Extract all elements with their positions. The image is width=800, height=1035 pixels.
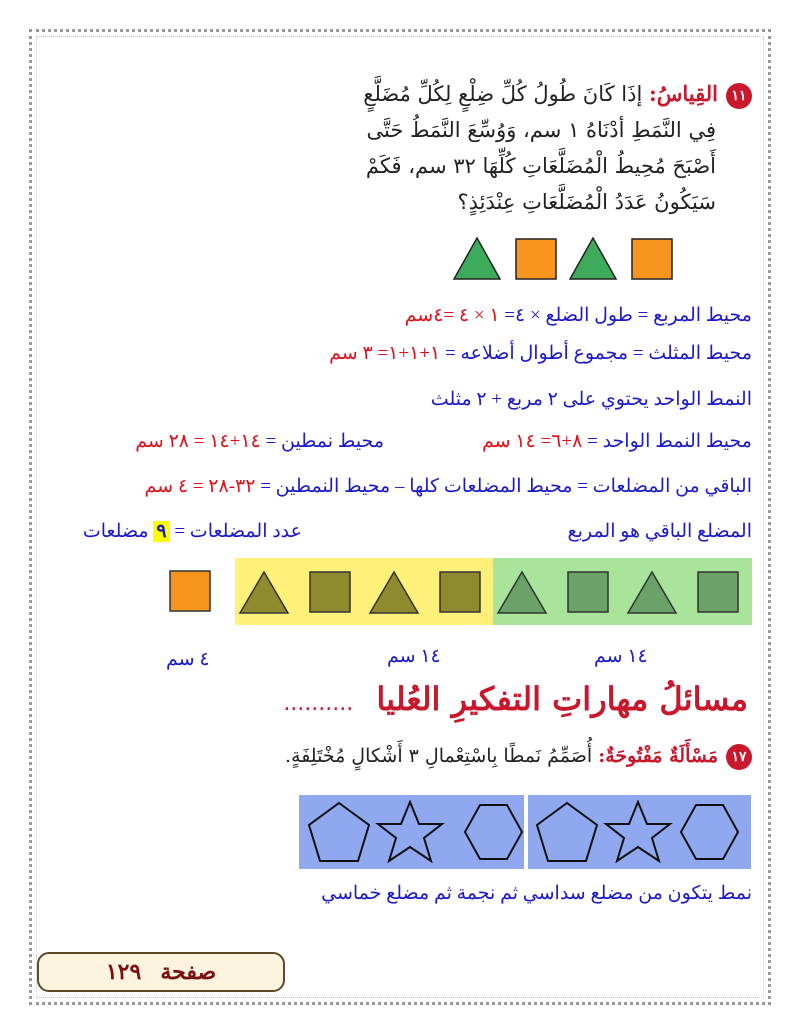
measure-label-middle: ١٤ سم [387, 646, 441, 667]
orange-square-icon [632, 239, 672, 279]
polygon-count-value: ٩ [153, 521, 169, 542]
question-text: أُصَمِّمُ نَمطًا بِاسْتِعْمالِ ٣ أَشْكالٍ مُخْتَلِفَةٍ. [284, 745, 593, 767]
question-11 [363, 76, 752, 220]
olive-triangle-icon [240, 572, 288, 613]
open-question-answer: نمط يتكون من مضلع سداسي ثم نجمة ثم مضلع خماسي [321, 883, 752, 904]
square-perimeter-value: ١ × ٤ =٤سم [404, 305, 505, 326]
sage-triangle-icon [628, 572, 676, 613]
question-11-line-4: سَيَكُونُ عَدَدُ الْمُضَلَّعَاتِ عِنْدَئِذٍ؟ [457, 190, 716, 214]
question-number-badge: ١٧ [726, 744, 752, 770]
olive-square-icon [310, 572, 350, 612]
green-triangle-icon [454, 238, 500, 279]
orange-square-icon [516, 239, 556, 279]
question-11-line-3: أَصْبَحَ مُحِيطُ الْمُضَلَّعَاتِ كُلِّهَا ٣٢ سم، فَكَمْ [365, 154, 716, 178]
section-header [283, 680, 748, 718]
two-patterns-perimeter-value: ١٤+١٤ = ٢٨ سم [135, 431, 266, 452]
two-patterns-perimeter-line [135, 430, 384, 453]
green-triangle-icon [570, 238, 616, 279]
remaining-label: الباقي من المضلعات = محيط المضلعات كلها – محيط النمطين = [260, 476, 752, 497]
olive-triangle-icon [370, 572, 418, 613]
square-perimeter-line [405, 304, 752, 327]
section-dots: .......... [283, 691, 354, 716]
pattern-contains-line: النمط الواحد يحتوي على ٢ مربع + ٢ مثلث [430, 389, 752, 410]
question-11-line-2: فِي النَّمَطِ أدْنَاهُ ١ سم، وَوُسِّعَ النَّمَطُ حَتَّى [366, 118, 716, 142]
measure-label-right: ١٤ سم [594, 646, 648, 667]
question-11-line-1 [363, 76, 752, 112]
triangle-perimeter-label: محيط المثلث = مجموع أطوال أضلاعه = [444, 343, 752, 364]
star-icon [378, 802, 442, 861]
section-title: مسائلُ مهاراتِ التفكيرِ العُليا [376, 680, 748, 718]
polygon-count-line [83, 520, 302, 543]
triangle-perimeter-line [329, 342, 752, 365]
page-number: ١٢٩ [105, 959, 142, 985]
one-pattern-perimeter-label: محيط النمط الواحد = [587, 431, 752, 452]
sage-square-icon [698, 572, 738, 612]
square-perimeter-label: محيط المربع = طول الضلع × ٤= [504, 305, 752, 326]
extended-pattern [160, 558, 760, 625]
remaining-polygon-line: المضلع الباقي هو المربع [567, 521, 752, 542]
polygon-count-suffix: مضلعات [82, 521, 149, 542]
question-label: القِياسُ: [649, 81, 718, 106]
page-number-badge [37, 952, 285, 992]
question-number-badge: ١١ [726, 83, 752, 109]
sage-triangle-icon [498, 572, 546, 613]
two-patterns-perimeter-label: محيط نمطين = [265, 431, 384, 452]
remaining-value: ٣٢-٢٨ = ٤ سم [144, 476, 261, 497]
pentagon-icon [537, 803, 597, 861]
orange-square-icon [170, 571, 210, 611]
shapes-pattern [299, 795, 751, 869]
polygon-count-label: عدد المضلعات = [174, 521, 302, 542]
question-17 [285, 738, 752, 774]
question-11-pattern [450, 233, 680, 283]
question-text: إذَا كَانَ طُولُ كُلِّ ضِلْعٍ لِكُلِّ مُضَلَّعٍ [363, 82, 643, 106]
pentagon-icon [309, 803, 369, 861]
hexagon-icon [465, 805, 522, 859]
olive-square-icon [440, 572, 480, 612]
page-label: صفحة [160, 959, 217, 985]
question-label: مَسْأَلَةٌ مَفْتُوحَةٌ: [598, 745, 718, 767]
sage-square-icon [568, 572, 608, 612]
triangle-perimeter-value: ١+١+١= ٣ سم [329, 343, 445, 364]
one-pattern-perimeter-line [482, 430, 752, 453]
one-pattern-perimeter-value: ٨+٦= ١٤ سم [481, 431, 588, 452]
measure-label-left: ٤ سم [166, 649, 210, 670]
hexagon-icon [681, 805, 738, 859]
remaining-line [145, 475, 752, 498]
star-icon [606, 802, 670, 861]
